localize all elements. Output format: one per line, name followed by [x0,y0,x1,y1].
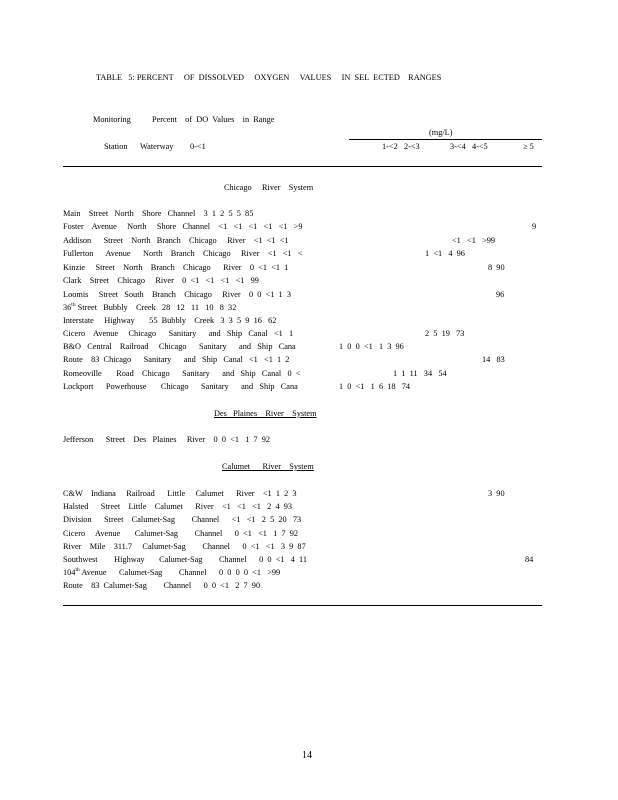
table-row: Route 83 Calumet-Sag Channel 0 0 <1 2 7 90 [63,581,261,590]
table-cell-values: 14 83 [482,355,505,364]
header-col-ge5: ≥ 5 [523,142,534,151]
header-station: Station [104,142,128,151]
table-row: B&O Central Railroad Chicago Sanitary and Ship Cana [63,342,296,351]
table-row: Addison Street North Branch Chicago River <1 <1 <1 [63,236,289,245]
table-row: Jefferson Street Des Plaines River 0 0 <1 1 7 92 [63,435,271,444]
header-monitoring: Monitoring [93,115,131,124]
header-units: (mg/L) [429,128,453,137]
table-row: Halsted Street Little Calumet River <1 <1 <1 2 4 93 [63,502,293,511]
header-percent: Percent of DO Values in Range [152,115,275,124]
row-number: 36 [63,303,72,312]
table-row [63,569,280,577]
row-text: Street Bubbly Creek 28 12 11 10 8 32 [75,303,237,312]
table-row: Route 83 Chicago Sanitary and Ship Canal <1 <1 1 2 [63,355,290,364]
table-cell-values: 1 1 11 34 54 [393,369,447,378]
table-bottom-rule [63,605,542,606]
table-row: Southwest Highway Calumet-Sag Channel 0 0 <1 4 11 [63,555,308,564]
section-heading-calumet: Calumet River System [222,462,314,471]
header-col-1-3: 1-<2 2-<3 [382,142,420,151]
table-cell-values: <1 <1 >99 [452,236,496,245]
header-col-0-1: 0-<1 [190,142,206,151]
table-row: Fullerton Avenue North Branch Chicago River <1 <1 < [63,249,303,258]
ordinal-suffix: th [71,302,76,309]
table-row: Loomis Street South Branch Chicago River 0 0 <1 1 3 [63,290,291,299]
row-text: Avenue Calumet-Sag Channel 0 0 0 0 <1 >99 [79,568,281,577]
table-row: Interstate Highway 55 Bubbly Creek 3 3 5 9 16 62 [63,316,277,325]
table-row: Kinzie Street North Branch Chicago River 0 <1 <1 1 [63,263,289,272]
table-cell-overflow: 84 [525,555,534,564]
table-row: C&W Indiana Railroad Little Calumet River <1 1 2 3 [63,489,297,498]
ordinal-suffix: th [75,567,80,574]
table-row: Division Street Calumet-Sag Channel <1 <1 2 5 20 73 [63,515,302,524]
table-row: Lockport Powerhouse Chicago Sanitary and Ship Cana [63,382,298,391]
section-heading-des-plaines: Des Plaines River System [214,409,317,418]
page-number: 14 [302,750,312,761]
table-cell-values: 1 0 <1 1 6 18 74 [339,382,411,391]
table-title: TABLE 5: PERCENT OF DISSOLVED OXYGEN VALUES IN SEL ECTED RANGES [96,73,442,82]
table-cell-values: 96 [496,290,505,299]
header-sub-rule [349,139,542,140]
table-row [63,304,236,312]
row-number: 104 [63,568,76,577]
table-row: River Mile 311.7 Calumet-Sag Channel 0 <1 <1 3 9 87 [63,542,306,551]
table-cell-values: 2 5 19 73 [425,329,465,338]
table-cell-values: 1 0 0 <1 1 3 96 [339,342,404,351]
header-col-3-5: 3-<4 4-<5 [450,142,488,151]
table-row: Foster Avenue North Shore Channel <1 <1 <1 <1 <1 >9 [63,222,303,231]
table-row: Cicero Avenue Chicago Sanitary and Ship Canal <1 1 [63,329,294,338]
table-cell-values: 1 <1 4 96 [425,249,465,258]
section-heading-chicago: Chicago River System [224,183,314,192]
table-cell-values: 3 90 [488,489,505,498]
table-cell-values: 8 90 [488,263,505,272]
table-row: Main Street North Shore Channel 3 1 2 5 5 85 [63,209,254,218]
header-waterway: Waterway [140,142,174,151]
table-row: Clark Street Chicago River 0 <1 <1 <1 <1 99 [63,276,259,285]
table-row: Cicero Avenue Calumet-Sag Channel 0 <1 <1 1 7 92 [63,529,299,538]
table-row: Romeoville Road Chicago Sanitary and Ship Canal 0 < [63,369,301,378]
header-bottom-rule [63,166,542,167]
table-cell-overflow: 9 [532,222,537,231]
